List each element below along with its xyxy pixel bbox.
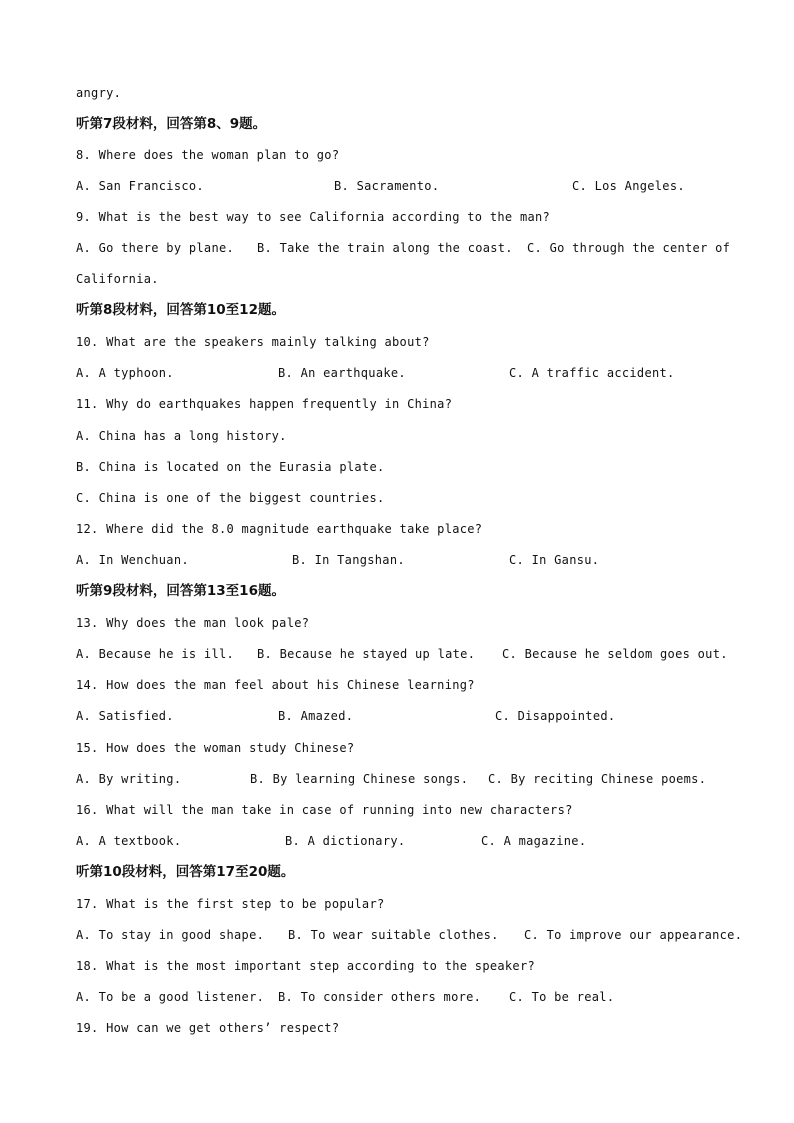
option-b: B. Take the train along the coast. bbox=[257, 241, 513, 255]
option-c: C. To improve our appearance. bbox=[524, 928, 743, 942]
question-15: 15. How does the woman study Chinese? bbox=[76, 741, 355, 755]
option-a: A. A textbook. bbox=[76, 834, 182, 848]
question-18: 18. What is the most important step according to the speaker? bbox=[76, 959, 536, 973]
section-heading: 听第10段材料，回答第17至20题。 bbox=[76, 864, 295, 880]
section-heading: 听第7段材料，回答第8、9题。 bbox=[76, 116, 267, 132]
option-c: C. Disappointed. bbox=[495, 709, 616, 723]
option-b: B. A dictionary. bbox=[285, 834, 406, 848]
option-c: C. Go through the center of bbox=[527, 241, 731, 255]
option-a: A. To be a good listener. bbox=[76, 990, 265, 1004]
option-b: B. China is located on the Eurasia plate. bbox=[76, 460, 385, 474]
option-c: C. Because he seldom goes out. bbox=[502, 647, 728, 661]
option-b: B. In Tangshan. bbox=[292, 553, 405, 567]
option-b: B. To consider others more. bbox=[278, 990, 482, 1004]
question-10: 10. What are the speakers mainly talking about? bbox=[76, 335, 430, 349]
option-b: B. By learning Chinese songs. bbox=[250, 772, 469, 786]
option-c: C. In Gansu. bbox=[509, 553, 600, 567]
continuation-text: angry. bbox=[76, 86, 122, 100]
question-14: 14. How does the man feel about his Chinese learning? bbox=[76, 678, 475, 692]
section-heading: 听第9段材料，回答第13至16题。 bbox=[76, 583, 285, 599]
question-16: 16. What will the man take in case of running into new characters? bbox=[76, 803, 573, 817]
option-a: A. Go there by plane. bbox=[76, 241, 235, 255]
question-13: 13. Why does the man look pale? bbox=[76, 616, 310, 630]
section-heading: 听第8段材料，回答第10至12题。 bbox=[76, 302, 285, 318]
option-b: B. To wear suitable clothes. bbox=[288, 928, 499, 942]
question-11: 11. Why do earthquakes happen frequently in China? bbox=[76, 397, 453, 411]
option-c: C. By reciting Chinese poems. bbox=[488, 772, 707, 786]
option-b: B. An earthquake. bbox=[278, 366, 406, 380]
option-a: A. In Wenchuan. bbox=[76, 553, 189, 567]
option-a: A. Because he is ill. bbox=[76, 647, 235, 661]
option-a: A. China has a long history. bbox=[76, 429, 287, 443]
option-c: C. To be real. bbox=[509, 990, 615, 1004]
question-17: 17. What is the first step to be popular? bbox=[76, 897, 385, 911]
option-a: A. Satisfied. bbox=[76, 709, 174, 723]
option-c: C. Los Angeles. bbox=[572, 179, 685, 193]
option-c: C. A traffic accident. bbox=[509, 366, 675, 380]
option-a: A. To stay in good shape. bbox=[76, 928, 265, 942]
question-19: 19. How can we get others’ respect? bbox=[76, 1021, 340, 1035]
question-12: 12. Where did the 8.0 magnitude earthquake take place? bbox=[76, 522, 483, 536]
option-a: A. A typhoon. bbox=[76, 366, 174, 380]
option-a: A. San Francisco. bbox=[76, 179, 204, 193]
option-c: C. A magazine. bbox=[481, 834, 587, 848]
option-c: C. China is one of the biggest countries. bbox=[76, 491, 385, 505]
option-b: B. Sacramento. bbox=[334, 179, 440, 193]
option-c-continuation: California. bbox=[76, 272, 159, 286]
question-9: 9. What is the best way to see California according to the man? bbox=[76, 210, 551, 224]
option-a: A. By writing. bbox=[76, 772, 182, 786]
question-8: 8. Where does the woman plan to go? bbox=[76, 148, 340, 162]
option-b: B. Because he stayed up late. bbox=[257, 647, 476, 661]
option-b: B. Amazed. bbox=[278, 709, 354, 723]
